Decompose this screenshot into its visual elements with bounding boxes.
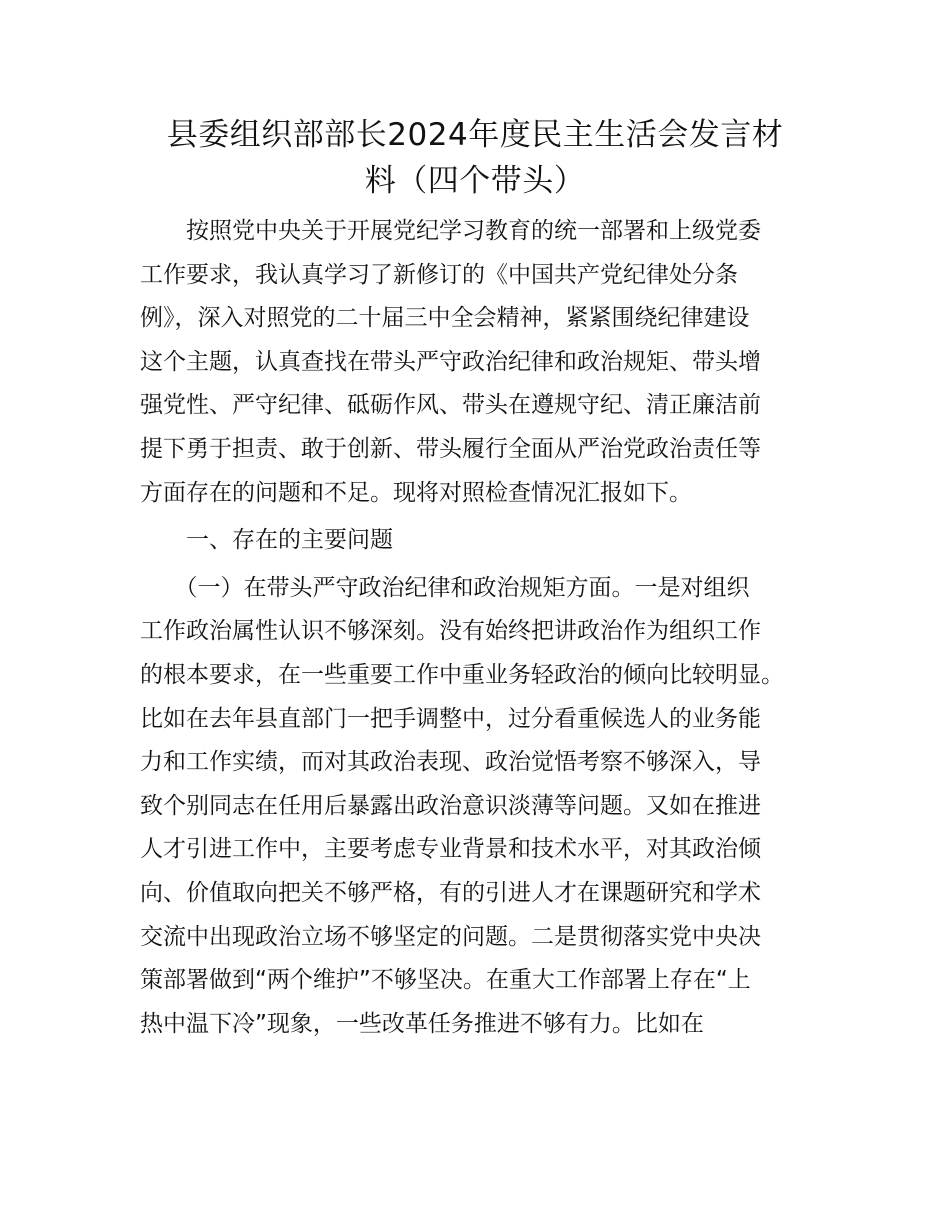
intro-line: 这个主题，认真查找在带头严守政治纪律和政治规矩、带头增 bbox=[140, 348, 761, 375]
body-paragraph bbox=[140, 567, 810, 1047]
section-heading: 一、存在的主要问题 bbox=[140, 527, 393, 554]
body-line: 交流中出现政治立场不够坚定的问题。二是贯彻落实党中央决 bbox=[140, 923, 761, 950]
title-line-2: 料（四个带头） bbox=[364, 163, 586, 199]
body-line: 策部署做到“两个维护”不够坚决。在重大工作部署上存在“上 bbox=[140, 967, 751, 994]
intro-paragraph bbox=[140, 210, 810, 515]
body-line: 工作政治属性认识不够深刻。没有始终把讲政治作为组织工作 bbox=[140, 618, 761, 645]
body-line: （一）在带头严守政治纪律和政治规矩方面。一是对组织 bbox=[140, 574, 750, 601]
title-line-1: 县委组织部部长2024年度民主生活会发言材 bbox=[166, 117, 784, 153]
body-line: 的根本要求，在一些重要工作中重业务轻政治的倾向比较明显。 bbox=[140, 661, 784, 688]
intro-line: 按照党中央关于开展党纪学习教育的统一部署和上级党委 bbox=[140, 218, 761, 244]
body-line: 力和工作实绩，而对其政治表现、政治觉悟考察不够深入，导 bbox=[140, 749, 761, 776]
body-line: 人才引进工作中，主要考虑专业背景和技术水平，对其政治倾 bbox=[140, 836, 761, 863]
intro-line: 例》，深入对照党的二十届三中全会精神，紧紧围绕纪律建设 bbox=[140, 305, 750, 332]
body-line: 致个别同志在任用后暴露出政治意识淡薄等问题。又如在推进 bbox=[140, 792, 761, 819]
body-line: 热中温下冷”现象，一些改革任务推进不够有力。比如在 bbox=[140, 1010, 704, 1037]
intro-line: 强党性、严守纪律、砥砺作风、带头在遵规守纪、清正廉洁前 bbox=[140, 392, 761, 419]
document-title bbox=[140, 112, 810, 204]
body-line: 比如在去年县直部门一把手调整中，过分看重候选人的业务能 bbox=[140, 705, 761, 732]
body-line: 向、价值取向把关不够严格，有的引进人才在课题研究和学术 bbox=[140, 879, 761, 906]
intro-line: 方面存在的问题和不足。现将对照检查情况汇报如下。 bbox=[140, 479, 692, 506]
intro-line: 工作要求，我认真学习了新修订的《中国共产党纪律处分条 bbox=[140, 261, 738, 288]
intro-line: 提下勇于担责、敢于创新、带头履行全面从严治党政治责任等 bbox=[140, 435, 761, 462]
